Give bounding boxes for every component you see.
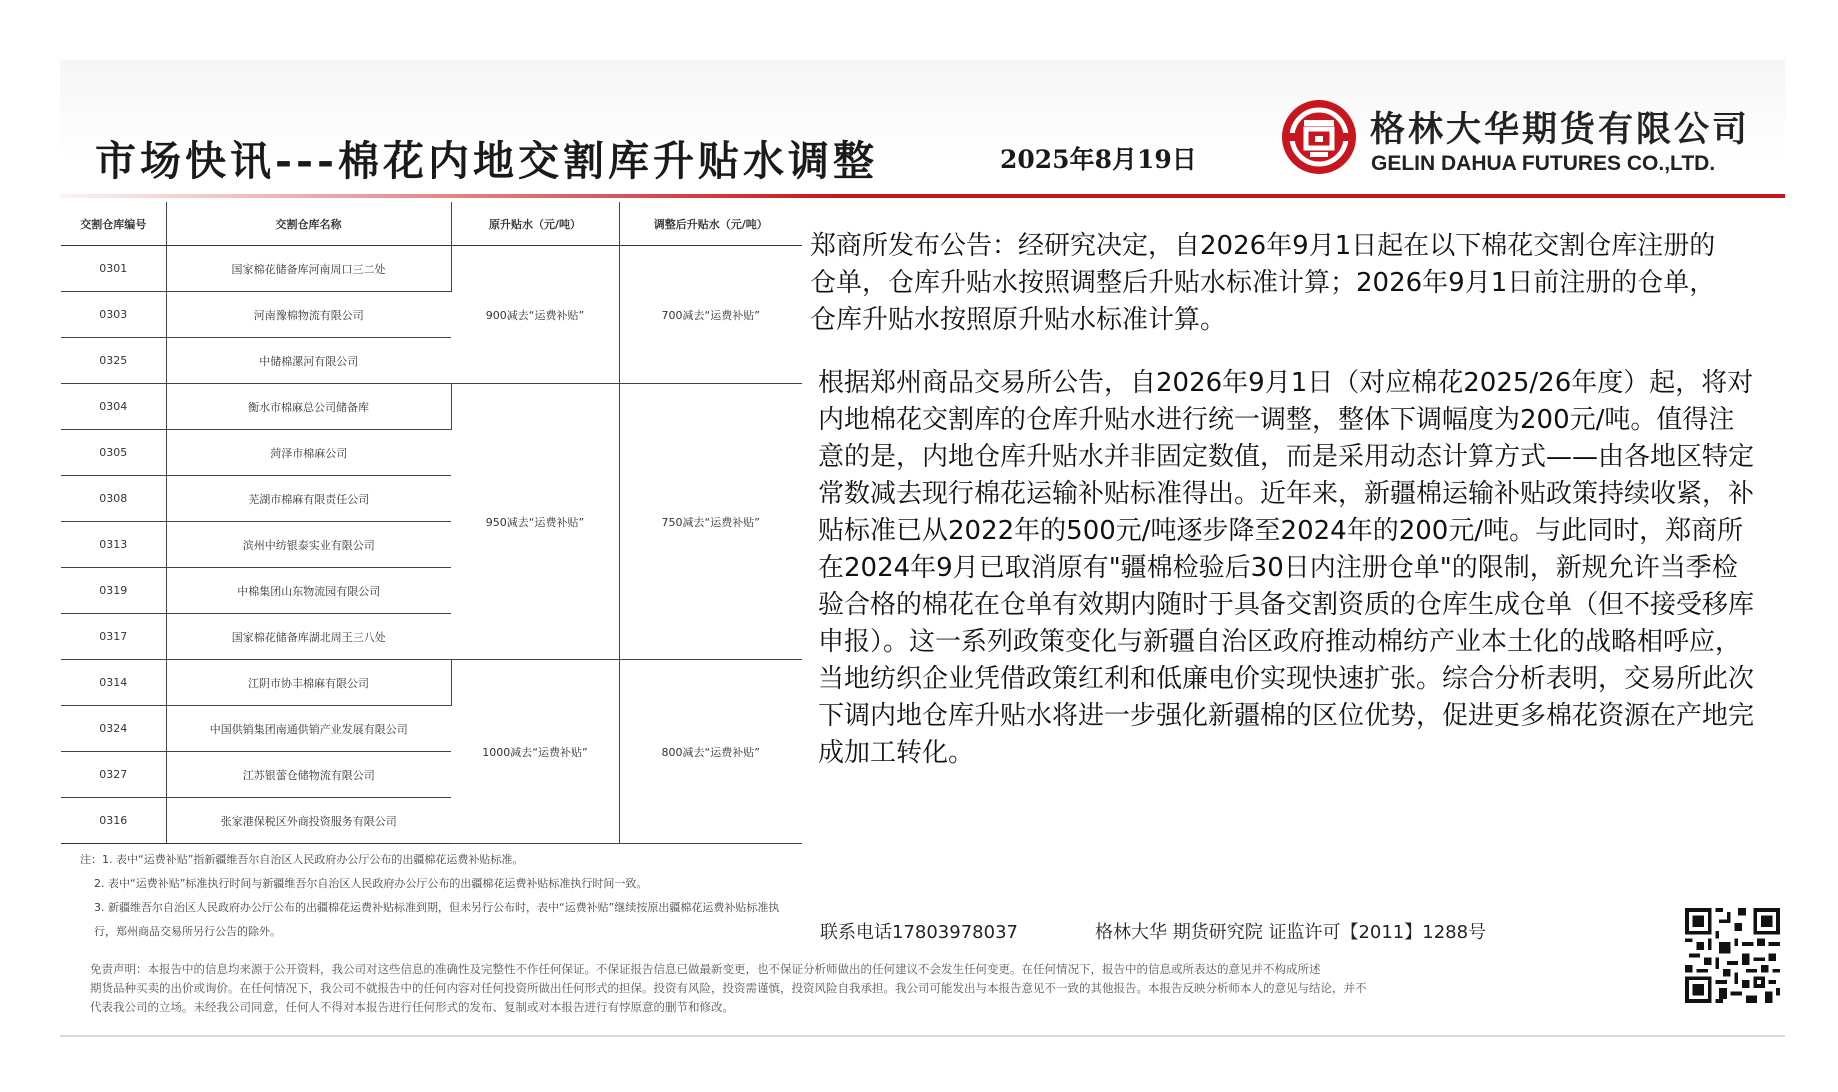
original-premium: 1000减去“运费补贴” [451, 660, 619, 844]
warehouse-code: 0319 [61, 568, 166, 614]
warehouse-name: 江阴市协丰棉麻有限公司 [166, 660, 451, 706]
warehouse-name: 国家棉花储备库河南周口三二处 [166, 246, 451, 292]
contact-phone: 联系电话17803978037 [820, 922, 1018, 943]
warehouse-name: 国家棉花储备库湖北周王三八处 [166, 614, 451, 660]
original-premium: 950减去“运费补贴” [451, 384, 619, 660]
report-header [60, 60, 1785, 195]
column-header-name: 交割仓库名称 [166, 202, 451, 246]
warehouse-code: 0308 [61, 476, 166, 522]
note-line: 3. 新疆维吾尔自治区人民政府办公厅公布的出疆棉花运费补贴标准到期，但未另行公布时，表中“运费补贴”继续按原出疆棉花运费补贴标准执 [94, 901, 780, 914]
warehouse-code: 0303 [61, 292, 166, 338]
header-divider [60, 194, 1785, 198]
warehouse-name: 中棉集团山东物流园有限公司 [166, 568, 451, 614]
company-name-en: GELIN DAHUA FUTURES CO.,LTD. [1371, 152, 1716, 175]
disclaimer-line: 期货品种买卖的出价或询价。在任何情况下，我公司不就报告中的任何内容对任何投资所做出任何形式的担保。投资有风险，投资需谨慎，投资风险自我承担。我公司可能发出与本报告意见不一致的其他报告。本报告反映分析师本人的意见与结论，并不 [90, 981, 1367, 995]
analysis-paragraph: 根据郑州商品交易所公告，自2026年9月1日（对应棉花2025/26年度）起，将对内地棉花交割库的仓库升贴水进行统一调整，整体下调幅度为200元/吨。值得注意的是，内地仓库升贴水并非固定数值，而是采用动态计算方式——由各地区特定常数减去现行棉花运输补贴标准得出。近年来，新疆棉运输补贴政策持续收紧，补贴标准已从2022年的500元/吨逐步降至2024年的200元/吨。与此同时，郑商所在2024年9月已取消原有"疆棉检验后30日内注册仓单"的限制，新规允许当季检验合格的棉花在仓单有效期内随时于具备交割资质的仓库生成仓单（但不接受移库申报）。这一系列政策变化与新疆自治区政府推动棉纺产业本土化的战略相呼应，当地纺织企业凭借政策红利和低廉电价实现快速扩张。综合分析表明，交易所此次下调内地仓库升贴水将进一步强化新疆棉的区位优势，促进更多棉花资源在产地完成加工转化。 [818, 368, 1755, 768]
disclaimer-line: 免责声明：本报告中的信息均来源于公开资料，我公司对这些信息的准确性及完整性不作任何保证。不保证报告信息已做最新变更，也不保证分析师做出的任何建议不会发生任何变更。在任何情况下，报告中的信息或所表达的意见并不构成所述 [90, 962, 1321, 976]
adjusted-premium: 750减去“运费补贴” [619, 384, 802, 660]
warehouse-name: 河南豫棉物流有限公司 [166, 292, 451, 338]
warehouse-name: 中国供销集团南通供销产业发展有限公司 [166, 706, 451, 752]
warehouse-code: 0314 [61, 660, 166, 706]
report-card [60, 60, 1785, 1037]
warehouse-code: 0301 [61, 246, 166, 292]
note-line: 行，郑州商品交易所另行公告的除外。 [94, 925, 281, 938]
adjusted-premium: 800减去“运费补贴” [619, 660, 802, 844]
warehouse-name: 中储棉漯河有限公司 [166, 338, 451, 384]
warehouse-code: 0304 [61, 384, 166, 430]
page-title: 市场快讯---棉花内地交割库升贴水调整 [95, 137, 879, 185]
warehouse-name: 滨州中纺银泰实业有限公司 [166, 522, 451, 568]
warehouse-code: 0327 [61, 752, 166, 798]
warehouse-name: 江苏银蕾仓储物流有限公司 [166, 752, 451, 798]
disclaimer-line: 代表我公司的立场。未经我公司同意，任何人不得对本报告进行任何形式的发布、复制或对本报告进行有悖原意的删节和修改。 [90, 1000, 734, 1014]
warehouse-name: 张家港保税区外商投资服务有限公司 [166, 798, 451, 844]
adjusted-premium: 700减去“运费补贴” [619, 246, 802, 384]
warehouse-code: 0317 [61, 614, 166, 660]
warehouse-code: 0316 [61, 798, 166, 844]
original-premium: 900减去“运费补贴” [451, 246, 619, 384]
table-row [61, 660, 802, 706]
column-header-original: 原升贴水（元/吨） [451, 202, 619, 246]
table-notes [80, 848, 820, 944]
disclaimer [90, 960, 1670, 1017]
warehouse-table [61, 202, 802, 844]
column-header-adjusted: 调整后升贴水（元/吨） [619, 202, 802, 246]
qr-code-icon [1685, 908, 1780, 1003]
warehouse-code: 0313 [61, 522, 166, 568]
table-header-row [61, 202, 802, 246]
announcement-paragraph: 郑商所发布公告：经研究决定，自2026年9月1日起在以下棉花交割仓库注册的仓单，仓库升贴水按照调整后升贴水标准计算；2026年9月1日前注册的仓单，仓库升贴水按照原升贴水标准计算。 [810, 231, 1716, 335]
table-row [61, 384, 802, 430]
warehouse-code: 0325 [61, 338, 166, 384]
column-header-code: 交割仓库编号 [61, 202, 166, 246]
warehouse-code: 0324 [61, 706, 166, 752]
company-logo-icon [1280, 98, 1358, 176]
report-date: 2025年8月19日 [1000, 145, 1197, 174]
warehouse-name: 衡水市棉麻总公司储备库 [166, 384, 451, 430]
warehouse-name: 菏泽市棉麻公司 [166, 430, 451, 476]
warehouse-name: 芜湖市棉麻有限责任公司 [166, 476, 451, 522]
institute-license: 格林大华 期货研究院 证监许可【2011】1288号 [1095, 922, 1487, 943]
company-name-cn: 格林大华期货有限公司 [1370, 110, 1751, 150]
warehouse-code: 0305 [61, 430, 166, 476]
note-line: 2. 表中“运费补贴”标准执行时间与新疆维吾尔自治区人民政府办公厅公布的出疆棉花运费补贴标准执行时间一致。 [94, 877, 648, 890]
note-line: 注：1. 表中“运费补贴”指新疆维吾尔自治区人民政府办公厅公布的出疆棉花运费补贴标准。 [80, 853, 524, 866]
table-row [61, 246, 802, 292]
